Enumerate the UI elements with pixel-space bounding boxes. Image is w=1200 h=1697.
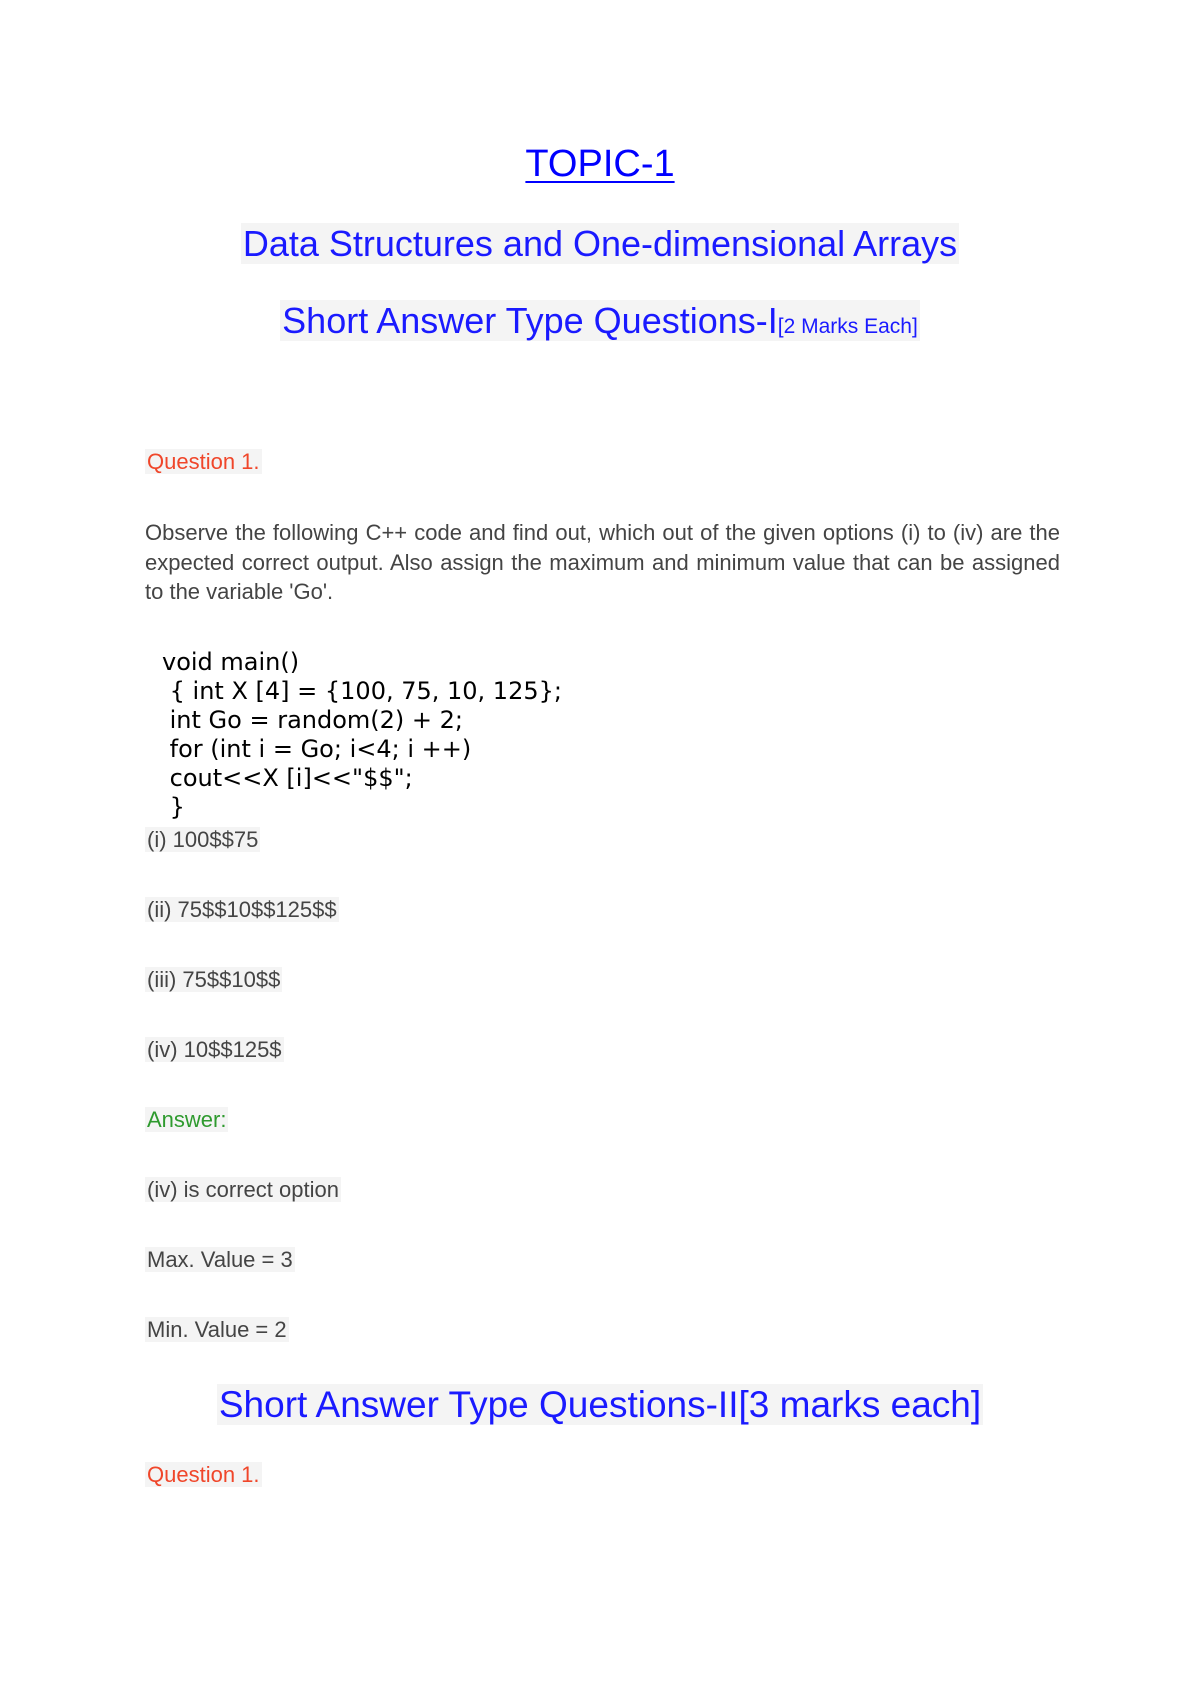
section2-heading [0,1384,1200,1426]
option-ii: (ii) 75$$10$$125$$ [147,897,337,922]
option-iv: (iv) 10$$125$ [147,1037,282,1062]
option-i: (i) 100$$75 [147,827,259,852]
answer-label: Answer: [147,1107,227,1132]
code-line: } [162,793,185,821]
code-line: int Go = random(2) + 2; [162,706,463,734]
section1-title: Short Answer Type Questions-I [282,300,778,341]
code-line: for (int i = Go; i<4; i ++) [162,735,472,763]
topic-title: TOPIC-1 [525,143,675,185]
code-line: { int X [4] = {100, 75, 10, 125}; [162,677,562,705]
question1-text: Observe the following C++ code and find out, which out of the given options (i) to (iv) are the expected correct output. Also assign the maximum and minimum value that can be assigned to the variable 'Go'. [145,520,1060,604]
answer-line: (iv) is correct option [147,1177,339,1202]
section1-marks: [2 Marks Each] [777,315,918,338]
option-iii: (iii) 75$$10$$ [147,967,281,992]
section2-question-label: Question 1. [147,1462,260,1487]
code-line: cout<<X [i]<<"$$"; [162,764,413,792]
code-line: void main() [162,648,300,676]
code-block [162,648,562,822]
section2-title: Short Answer Type Questions-II[3 marks each] [218,1384,982,1425]
section1-heading [0,300,1200,342]
answer-max-value: Max. Value = 3 [147,1247,293,1272]
topic-heading [0,143,1200,186]
subject-heading [0,223,1200,265]
question1-label: Question 1. [147,449,260,474]
answer-min-value: Min. Value = 2 [147,1317,287,1342]
subject-title: Data Structures and One-dimensional Arrays [242,223,958,264]
